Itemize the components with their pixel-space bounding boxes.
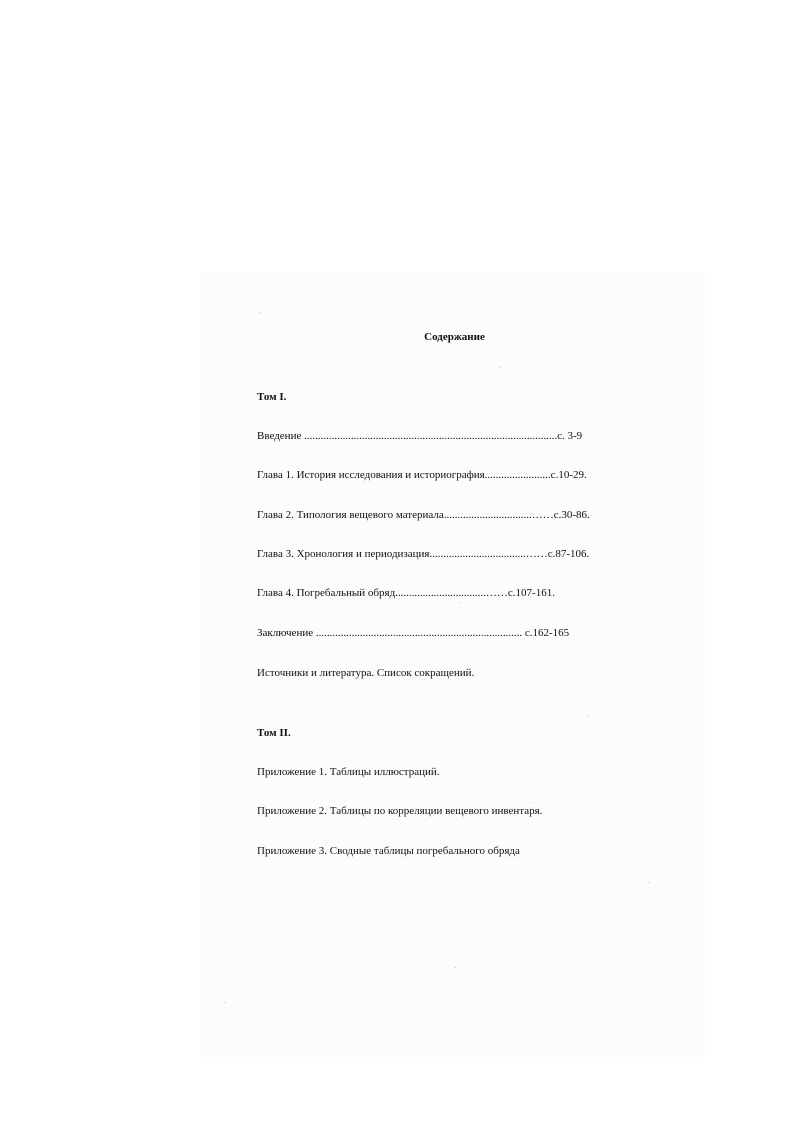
toc-entry-chapter-1: Глава 1. История исследования и историография........................с.10-29. [257, 469, 587, 481]
scan-speck [500, 367, 501, 368]
toc-entry-appendix-3: Приложение 3. Сводные таблицы погребального обряда [257, 845, 520, 857]
scan-speck [260, 312, 261, 313]
scan-speck [455, 967, 456, 968]
toc-entry-appendix-2: Приложение 2. Таблицы по корреляции вещевого инвентаря. [257, 805, 543, 817]
toc-entry-chapter-3: Глава 3. Хронология и периодизация...................................……с.87-106. [257, 548, 590, 560]
toc-entry-conclusion: Заключение ........................................................................... с.162-165 [257, 627, 570, 639]
scan-speck [648, 882, 649, 883]
toc-entry-chapter-2: Глава 2. Типология вещевого материала................................……с.30-86. [257, 509, 590, 521]
toc-entry-sources: Источники и литература. Список сокращений. [257, 667, 475, 679]
toc-entry-appendix-1: Приложение 1. Таблицы иллюстраций. [257, 766, 440, 778]
volume-2-heading: Том II. [257, 727, 291, 739]
volume-1-heading: Том I. [257, 391, 287, 403]
scanned-page-area [200, 272, 705, 1057]
toc-entry-chapter-4: Глава 4. Погребальный обряд.................................……с.107-161. [257, 587, 555, 599]
scan-speck [530, 802, 531, 803]
document-title: Содержание [424, 331, 485, 343]
scan-speck [224, 1002, 225, 1003]
toc-entry-introduction: Введение ............................................................................................с. 3-9 [257, 430, 583, 442]
scan-speck [588, 715, 589, 716]
scan-speck [460, 602, 461, 603]
